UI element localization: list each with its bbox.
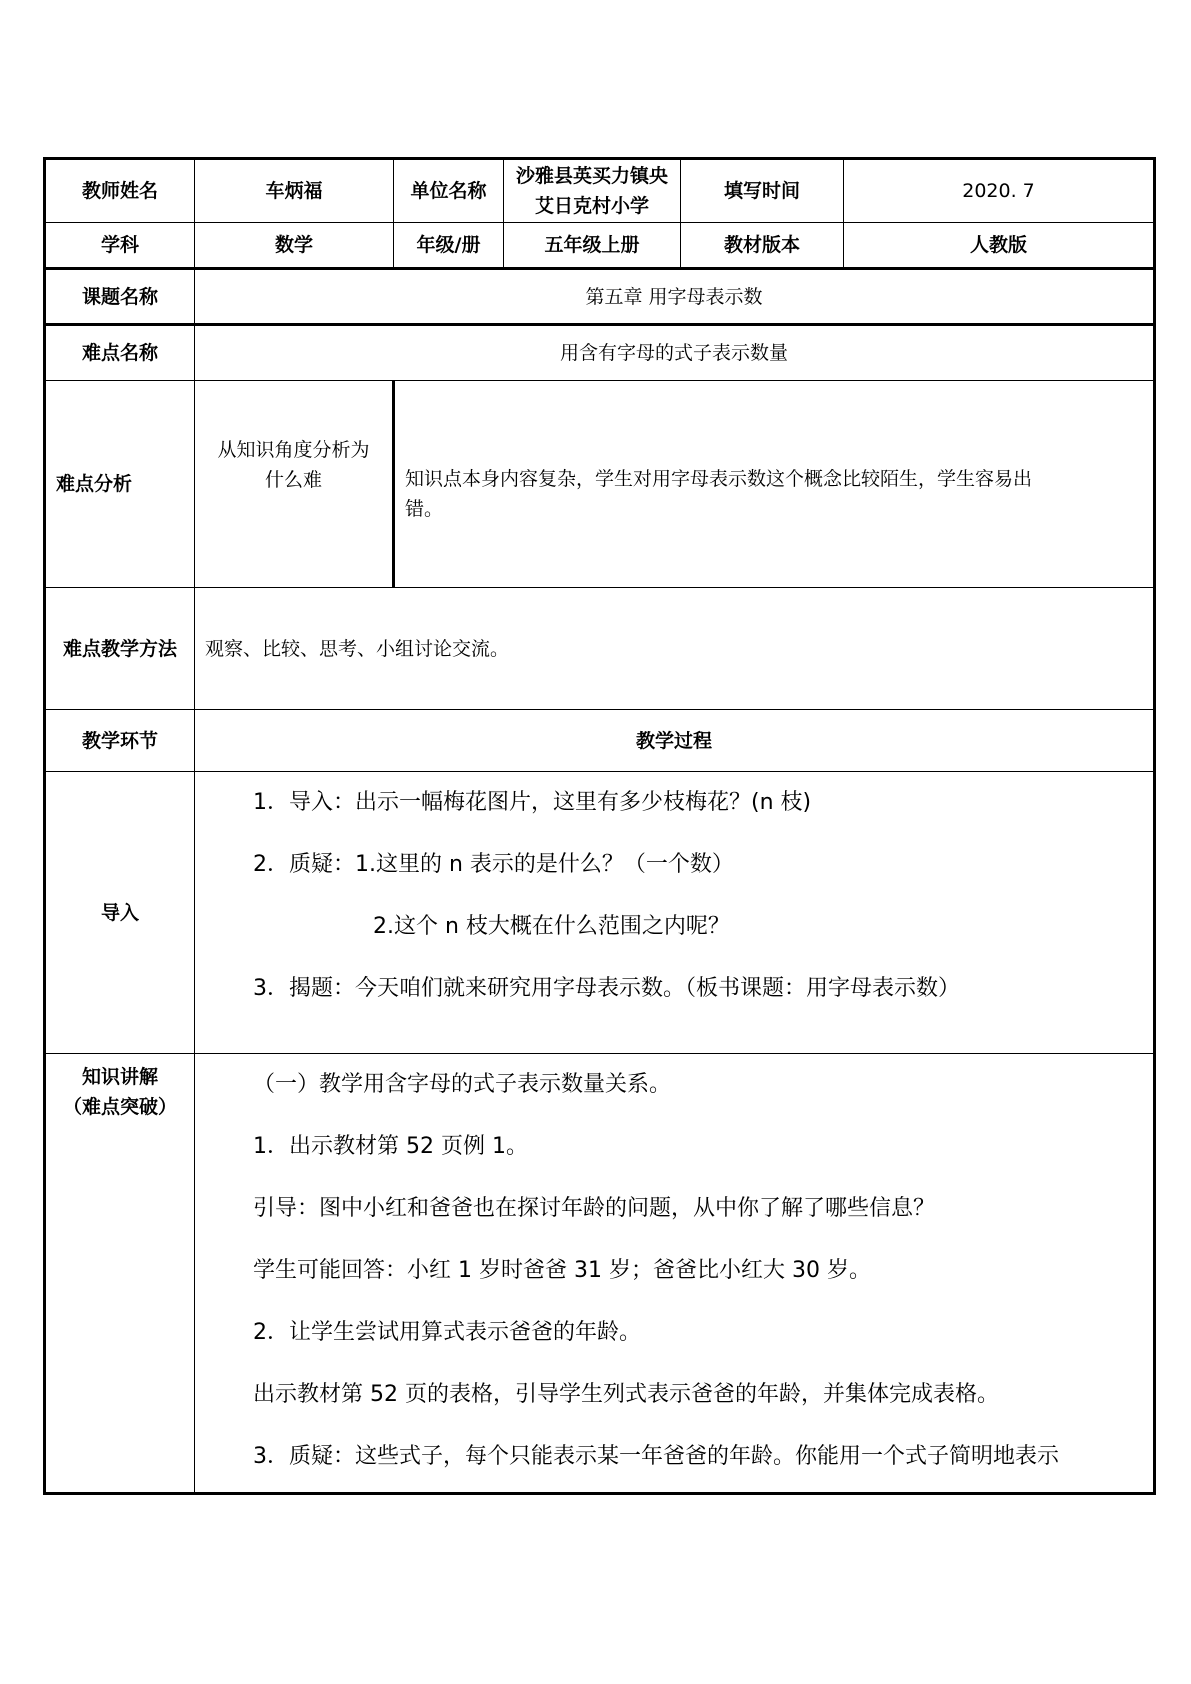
fill-date-value: 2020. 7	[844, 159, 1155, 223]
edition-value: 人教版	[844, 223, 1155, 269]
grade-value: 五年级上册	[504, 223, 681, 269]
unit-name-line1: 沙雅县英买力镇央	[515, 165, 668, 187]
teacher-name-value: 车炳福	[195, 159, 394, 223]
fill-date-label: 填写时间	[681, 159, 844, 223]
unit-name-value	[504, 159, 681, 223]
knowledge-label	[45, 1054, 195, 1494]
knowledge-line-7: 3．质疑：这些式子，每个只能表示某一年爸爸的年龄。你能用一个式子简明地表示	[253, 1444, 1059, 1469]
analysis-text-line2: 错。	[405, 498, 444, 520]
topic-value: 第五章 用字母表示数	[195, 269, 1155, 325]
process-header-label: 教学环节	[45, 710, 195, 772]
knowledge-line-5: 2．让学生尝试用算式表示爸爸的年龄。	[253, 1320, 641, 1345]
knowledge-line-1: （一）教学用含字母的式子表示数量关系。	[253, 1072, 672, 1097]
unit-name-line2: 艾日克村小学	[534, 195, 649, 217]
analysis-text	[394, 381, 1155, 588]
intro-line-3: 2.这个 n 枝大概在什么范围之内呢？	[373, 914, 730, 939]
process-header-value: 教学过程	[195, 710, 1155, 772]
knowledge-line-3: 引导：图中小红和爸爸也在探讨年龄的问题，从中你了解了哪些信息？	[253, 1196, 936, 1221]
knowledge-line-2: 1．出示教材第 52 页例 1。	[253, 1134, 528, 1159]
edition-label: 教材版本	[681, 223, 844, 269]
intro-line-4: 3．揭题：今天咱们就来研究用字母表示数。（板书课题：用字母表示数）	[253, 976, 960, 1001]
intro-content	[195, 772, 1155, 1054]
analysis-sub-label	[195, 381, 394, 588]
lesson-plan-table	[43, 157, 1153, 1495]
analysis-sub-line1: 从知识角度分析为	[217, 439, 370, 461]
subject-label: 学科	[45, 223, 195, 269]
knowledge-line-4: 学生可能回答：小红 1 岁时爸爸 31 岁；爸爸比小红大 30 岁。	[253, 1258, 871, 1283]
analysis-label: 难点分析	[45, 381, 195, 588]
intro-label: 导入	[45, 772, 195, 1054]
knowledge-content	[195, 1054, 1155, 1494]
difficulty-label: 难点名称	[45, 325, 195, 381]
topic-label: 课题名称	[45, 269, 195, 325]
teacher-name-label: 教师姓名	[45, 159, 195, 223]
method-value: 观察、比较、思考、小组讨论交流。	[195, 588, 1155, 710]
method-label: 难点教学方法	[45, 588, 195, 710]
knowledge-line-6: 出示教材第 52 页的表格，引导学生列式表示爸爸的年龄，并集体完成表格。	[253, 1382, 999, 1407]
grade-label: 年级/册	[394, 223, 504, 269]
analysis-text-line1: 知识点本身内容复杂，学生对用字母表示数这个概念比较陌生，学生容易出	[405, 468, 1033, 490]
knowledge-label-line1: 知识讲解	[81, 1066, 158, 1088]
intro-line-2: 2．质疑：1.这里的 n 表示的是什么？（一个数）	[253, 852, 734, 877]
unit-name-label: 单位名称	[394, 159, 504, 223]
knowledge-label-line2: （难点突破）	[62, 1096, 177, 1118]
analysis-sub-line2: 什么难	[264, 469, 322, 491]
subject-value: 数学	[195, 223, 394, 269]
difficulty-value: 用含有字母的式子表示数量	[195, 325, 1155, 381]
intro-line-1: 1．导入：出示一幅梅花图片，这里有多少枝梅花？(n 枝)	[253, 790, 812, 815]
